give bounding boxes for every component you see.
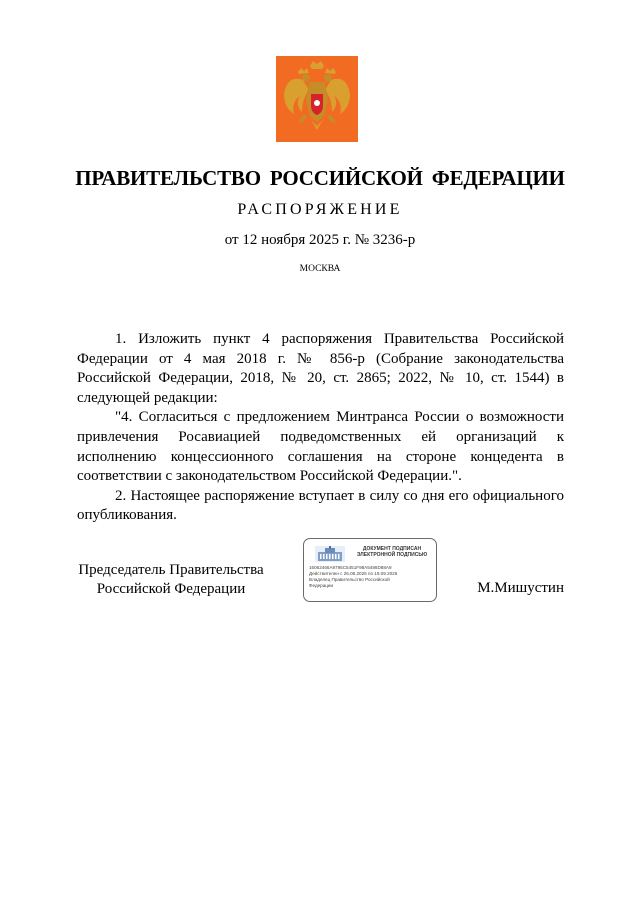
stamp-owner-line1: Владелец Правительство Российской <box>309 577 390 582</box>
stamp-title-line2: ЭЛЕКТРОННОЙ ПОДПИСЬЮ <box>356 552 428 558</box>
stamp-owner-line2: Федерации <box>309 583 334 588</box>
stamp-validity: Действителен с 26.06.2025 по 19.09.2026 <box>309 571 398 576</box>
document-body <box>77 330 564 526</box>
signatory-name: М.Мишустин <box>477 580 564 596</box>
signatory-position-line1: Председатель Правительства <box>78 562 264 578</box>
stamp-title <box>349 546 435 558</box>
document-city: МОСКВА <box>299 264 341 274</box>
stamp-certificate: 16062466A9795C5451F98A5486D88A9 <box>309 565 392 570</box>
paragraph-1: 1. Изложить пункт 4 распоряжения Правительства Российской Федерации от 4 мая 2018 г. № 856-р (Собрание законодательства Российской Федерации, 2018, № 20, ст. 2865; 2022, № 10, ст. 1544) в следующей редакции: <box>77 331 564 406</box>
coat-of-arms-icon <box>276 56 358 142</box>
paragraph-quote: "4. Согласиться с предложением Минтранса России о возможности привлечения Росавиацией подведомственных ей организаций к исполнению концессионного соглашения на стороне концедента в соответствии с законодательством Российской Федерации.". <box>77 409 564 485</box>
government-building-icon <box>315 546 345 562</box>
signatory-position-line2: Российской Федерации <box>96 581 246 597</box>
stamp-title-line1: ДОКУМЕНТ ПОДПИСАН <box>362 546 422 552</box>
signatory-position <box>77 561 265 599</box>
document-type: РАСПОРЯЖЕНИЕ <box>237 201 403 218</box>
stamp-header <box>309 544 433 562</box>
document-date-number: от 12 ноября 2025 г. № 3236-р <box>224 232 416 248</box>
paragraph-2: 2. Настоящее распоряжение вступает в силу со дня его официального опубликования. <box>77 487 564 524</box>
stamp-details <box>309 565 435 589</box>
government-title: ПРАВИТЕЛЬСТВО РОССИЙСКОЙ ФЕДЕРАЦИИ <box>75 166 565 190</box>
electronic-signature-stamp <box>303 538 437 602</box>
